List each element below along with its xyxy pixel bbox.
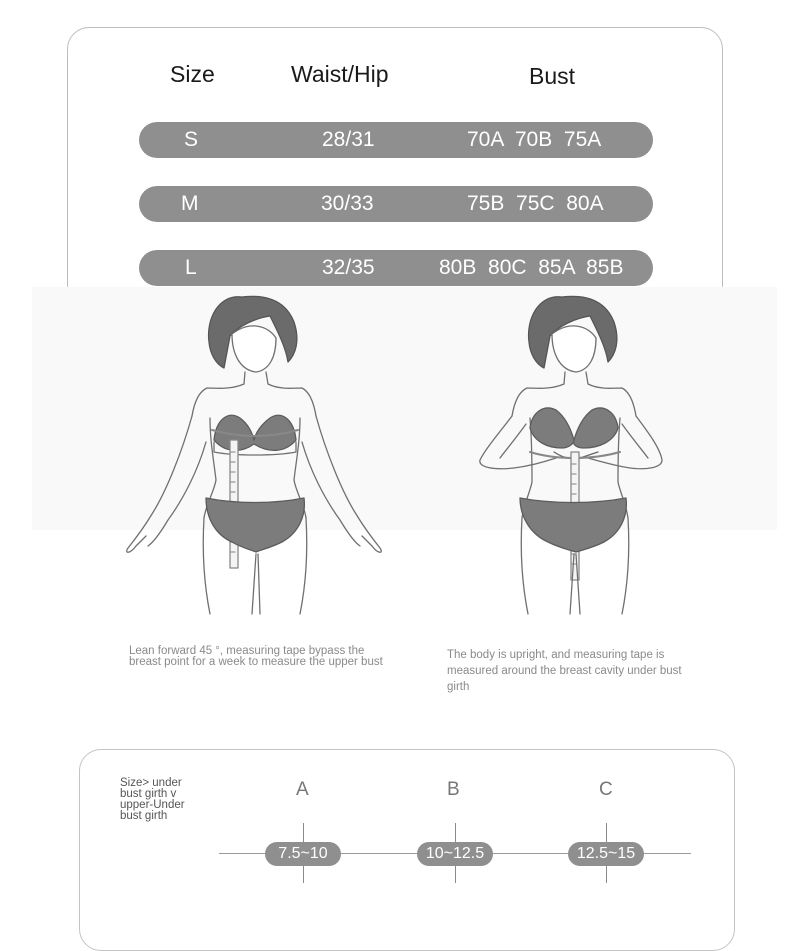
header-size: Size	[170, 61, 215, 87]
row-bust: 70A 70B 75A	[467, 128, 602, 151]
cup-letter-b: B	[447, 779, 460, 800]
row-waist-hip: 28/31	[322, 128, 375, 151]
cup-letter-c: C	[599, 779, 613, 800]
size-row-m	[139, 186, 653, 222]
row-size: S	[184, 128, 199, 151]
cup-range-c: 12.5~15	[568, 842, 644, 866]
row-waist-hip: 30/33	[321, 192, 374, 215]
row-bust: 80B 80C 85A 85B	[439, 256, 624, 279]
row-waist-hip: 32/35	[322, 256, 375, 279]
row-size: M	[181, 192, 199, 215]
cup-letter-a: A	[296, 779, 309, 800]
row-size: L	[185, 256, 197, 279]
cup-range-b: 10~12.5	[417, 842, 493, 866]
header-bust: Bust	[529, 63, 576, 89]
cup-range-a: 7.5~10	[265, 842, 341, 866]
size-row-s	[139, 122, 653, 158]
caption-under-bust: The body is upright, and measuring tape is measured around the breast cavity under bust girth	[447, 649, 682, 693]
caption-upper-bust: Lean forward 45 °, measuring tape bypass the breast point for a week to measure the upper bust	[129, 645, 383, 668]
cup-note: Size> under bust girth v upper-Under bust girth	[120, 777, 185, 822]
header-waist-hip: Waist/Hip	[291, 61, 389, 87]
row-bust: 75B 75C 80A	[467, 192, 604, 215]
figure-upper-bust	[110, 292, 410, 617]
size-row-l	[139, 250, 653, 286]
figure-under-bust	[470, 292, 670, 617]
